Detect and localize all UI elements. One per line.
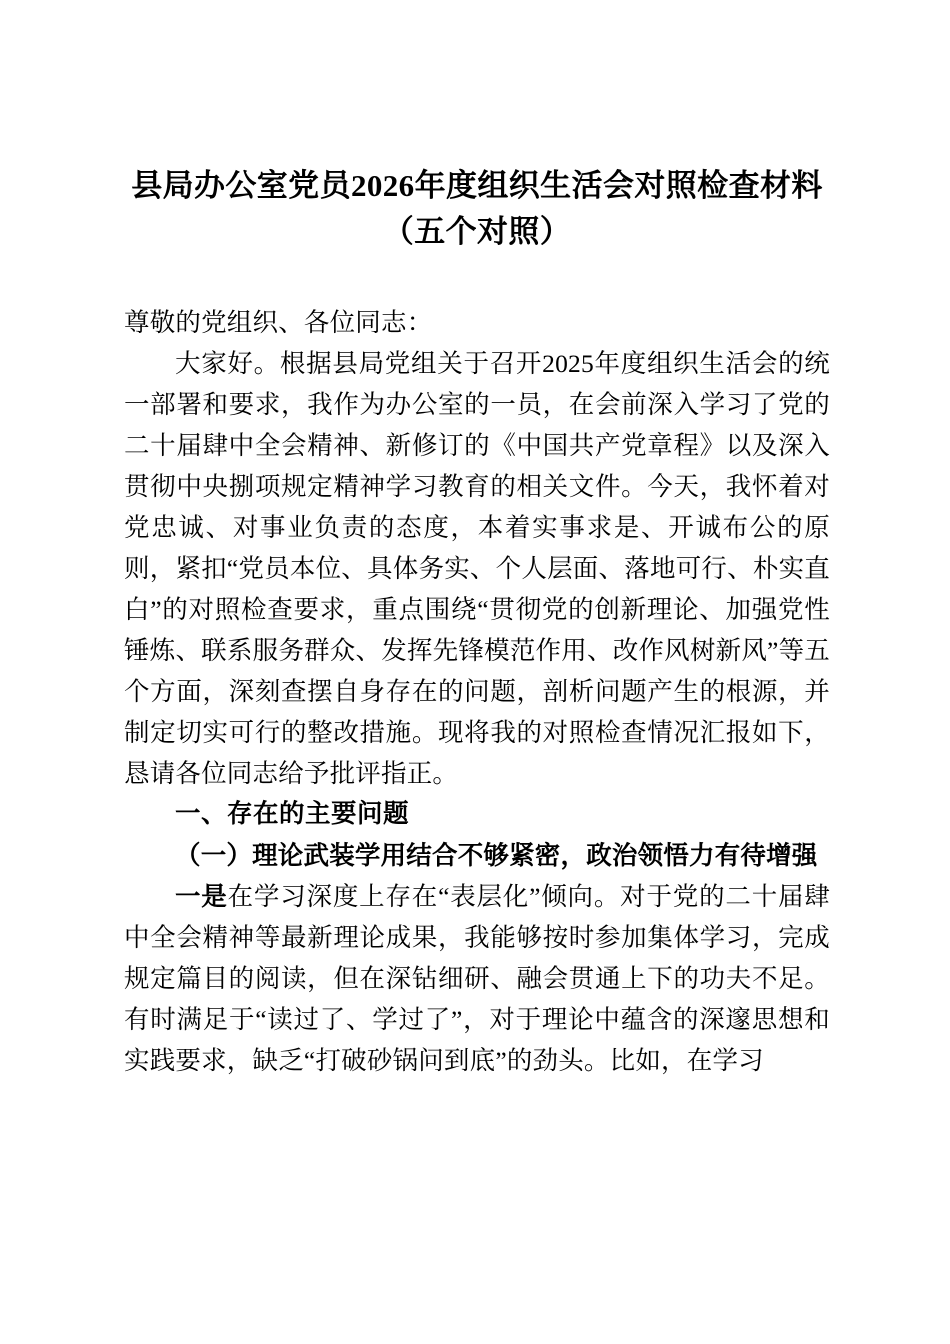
salutation: 尊敬的党组织、各位同志： [124,308,433,337]
point-one-lead: 一是 [175,882,228,911]
document-content [124,0,830,1081]
subsection-heading-theory-study: （一）理论武装学用结合不够紧密，政治领悟力有待增强 [175,841,818,870]
page-title-line-2: 查材料（五个对照） [382,168,823,249]
point-one-text: 在学习深度上存在“表层化”倾向。对于党的二十届肆中全会精神等最新理论成果，我能够按时参加集体学习，完成规定篇目的阅读，但在深钻细研、融会贯通上下的功夫不足。有时满足于“读过了、学过了”，对于理论中蕴含的深邃思想和实践要求，缺乏“打破砂锅问到底”的劲头。比如，在学习 [124,882,831,1075]
opening-paragraph: 大家好。根据县局党组关于召开2025年度组织生活会的统一部署和要求，我作为办公室的一员，在会前深入学习了党的二十届肆中全会精神、新修订的《中国共产党章程》以及深入贯彻中央捌项规定精神学习教育的相关文件。今天，我怀着对党忠诚、对事业负责的态度，本着实事求是、开诚布公的原则，紧扣“党员本位、具体务实、个人层面、落地可行、朴实直白”的对照检查要求，重点围绕“贯彻党的创新理论、加强党性锤炼、联系服务群众、发挥先锋模范作用、改作风树新风”等五个方面，深刻查摆自身存在的问题，剖析问题产生的根源，并制定切实可行的整改措施。现将我的对照检查情况汇报如下，恳请各位同志给予批评指正。 [124,349,830,788]
title-spacer [124,255,830,302]
section-heading-existing-problems: 一、存在的主要问题 [175,799,410,829]
point-one-paragraph [124,876,830,1081]
page-title-line-1: 县局办公室党员2026年度组织生活会对照检 [131,168,729,203]
page-title [124,0,830,255]
